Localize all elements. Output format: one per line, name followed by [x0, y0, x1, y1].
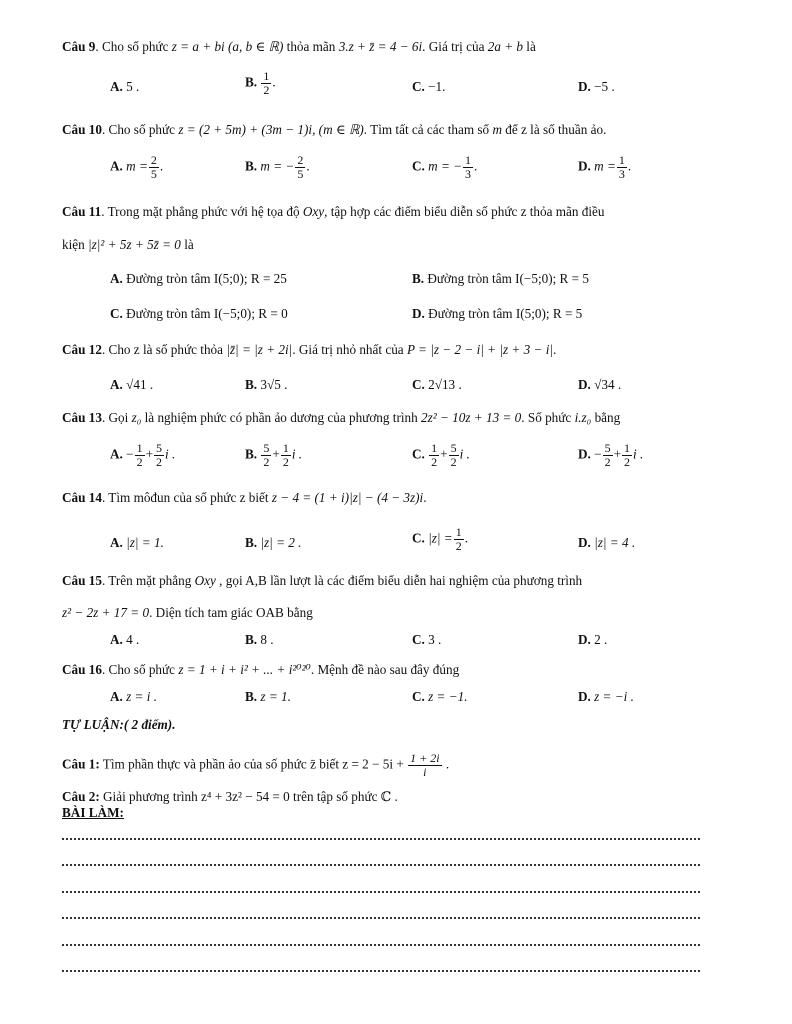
question-label: Câu 12 — [62, 342, 102, 357]
fraction — [454, 526, 464, 553]
option-label: A. — [110, 689, 123, 704]
option-label: A. — [110, 158, 123, 174]
option-label: D. — [578, 158, 591, 174]
option-text: i . — [459, 446, 470, 462]
option-text: . — [474, 158, 478, 174]
question-text: thỏa mãn — [283, 39, 339, 54]
question-text: Tìm phần thực và phần ảo của số phức z̄ biết z = 2 − 5i + — [99, 756, 408, 772]
option-label: B. — [245, 446, 258, 462]
question-10 — [62, 121, 606, 139]
option-text: . — [159, 158, 164, 174]
option-a — [110, 376, 153, 394]
option-text: i . — [165, 446, 176, 462]
option-a — [110, 534, 164, 552]
option-text: 8 . — [260, 632, 274, 647]
numerator: 5 — [450, 441, 457, 455]
option-c — [412, 526, 468, 553]
math-expr: 3.z + z̄ = 4 − 6i — [338, 39, 423, 54]
option-label: B. — [245, 158, 258, 174]
option-label: C. — [412, 158, 425, 174]
question-text: . Trong mặt phẳng phức với hệ tọa độ — [101, 204, 303, 219]
option-a — [110, 442, 175, 469]
question-16 — [62, 661, 459, 679]
options-9 — [0, 69, 792, 106]
option-c — [412, 154, 477, 181]
option-text: |z| = — [428, 530, 453, 546]
question-label: Câu 16 — [62, 662, 102, 677]
fraction — [622, 442, 632, 469]
numerator: 5 — [604, 441, 611, 455]
question-text: . Số phức — [521, 410, 575, 425]
option-label: B. — [412, 271, 425, 286]
sign: − — [126, 446, 134, 462]
option-text: m = − — [260, 158, 295, 174]
option-d — [578, 631, 607, 649]
option-label: D. — [578, 535, 591, 550]
option-label: C. — [412, 530, 425, 546]
fraction — [408, 752, 441, 779]
options-11-row1 — [0, 270, 792, 298]
math-expr: |z|² + 5z + 5z̄ = 0 — [88, 237, 181, 252]
question-label: Câu 11 — [62, 204, 102, 219]
option-label: B. — [245, 74, 258, 90]
option-a — [110, 270, 287, 288]
option-text: 2 . — [594, 632, 608, 647]
question-text: . Giá trị nhỏ nhất của — [292, 342, 407, 357]
options-14 — [0, 525, 792, 562]
question-text: , tập hợp các điểm biểu diễn số phức z thỏa mãn điều — [324, 204, 605, 219]
option-b — [245, 154, 310, 181]
numerator: 1 — [624, 441, 630, 455]
question-text: . Mệnh đề nào sau đây đúng — [310, 662, 460, 677]
option-label: D. — [412, 306, 425, 321]
question-11 — [62, 203, 604, 221]
question-12 — [62, 341, 556, 359]
option-b — [245, 376, 287, 394]
denominator: 2 — [263, 455, 270, 469]
numerator: 1 — [455, 525, 462, 539]
option-text: Đường tròn tâm I(−5;0); R = 0 — [126, 306, 288, 321]
numerator: 1 — [618, 153, 625, 167]
question-label: Câu 10 — [62, 122, 102, 137]
option-b — [245, 534, 301, 552]
numerator: 1 + 2i — [410, 751, 440, 765]
option-label: A. — [110, 535, 123, 550]
denominator: 2 — [431, 455, 438, 469]
question-text: . Tìm tất cả các tham số — [363, 122, 493, 137]
option-text: 2√13 . — [428, 377, 462, 392]
option-text: 5 . — [126, 79, 140, 94]
option-text: z = i . — [126, 689, 158, 704]
option-label: A. — [110, 446, 123, 462]
option-text: √34 . — [594, 377, 622, 392]
option-d — [578, 376, 621, 394]
numerator: 2 — [297, 153, 304, 167]
numerator: 1 — [136, 441, 143, 455]
question-label: Câu 1: — [62, 756, 100, 772]
question-text: . — [423, 490, 427, 505]
answer-line — [62, 942, 700, 946]
fraction — [261, 70, 271, 97]
option-text: z = −i . — [594, 689, 634, 704]
option-d — [578, 78, 615, 96]
option-text: |z| = 4 . — [594, 535, 636, 550]
options-10 — [0, 153, 792, 190]
option-text: 4 . — [126, 632, 140, 647]
essay-question-1 — [62, 752, 449, 779]
option-text: . — [306, 158, 310, 174]
option-d — [578, 688, 634, 706]
option-label: A. — [110, 79, 123, 94]
fraction — [135, 442, 145, 469]
options-13 — [0, 441, 792, 478]
denominator: 5 — [150, 167, 157, 181]
option-text: z = 1. — [260, 689, 291, 704]
option-text: Đường tròn tâm I(5;0); R = 25 — [126, 271, 287, 286]
question-text: Giải phương trình z⁴ + 3z² − 54 = 0 trên tập số phức ℂ . — [99, 789, 398, 804]
denominator: 2 — [624, 455, 630, 469]
denominator: 5 — [297, 167, 304, 181]
option-label: D. — [578, 79, 591, 94]
option-b — [412, 270, 589, 288]
options-15 — [0, 631, 792, 659]
option-label: C. — [110, 306, 123, 321]
option-label: D. — [578, 377, 591, 392]
question-text: . Trên mặt phẳng — [101, 573, 195, 588]
option-text: 3√5 . — [260, 377, 288, 392]
operator: + — [272, 446, 280, 462]
option-label: C. — [412, 632, 425, 647]
option-label: C. — [412, 377, 425, 392]
math-expr: Oxy — [302, 204, 325, 219]
denominator: 2 — [263, 83, 270, 97]
fraction — [449, 442, 459, 469]
option-a — [110, 631, 139, 649]
option-label: D. — [578, 689, 591, 704]
options-11-row2 — [0, 305, 792, 333]
option-text: . — [272, 74, 276, 90]
answer-line — [62, 862, 700, 866]
option-d — [578, 442, 643, 469]
option-label: C. — [412, 446, 425, 462]
option-text: −1. — [428, 79, 446, 94]
math-expr: i.z₀ — [574, 410, 592, 425]
question-text: bằng — [591, 410, 621, 425]
question-text: . — [553, 342, 557, 357]
question-text: . Diện tích tam giác OAB bằng — [149, 605, 313, 620]
option-label: B. — [245, 632, 258, 647]
denominator: i — [423, 765, 427, 779]
question-text: . Cho số phức — [101, 122, 179, 137]
math-expr: 2a + b — [487, 39, 523, 54]
numerator: 1 — [263, 69, 270, 83]
numerator: 2 — [150, 153, 157, 167]
option-label: B. — [245, 377, 258, 392]
question-text: . Giá trị của — [422, 39, 488, 54]
answer-line — [62, 968, 700, 972]
question-label: Câu 15 — [62, 573, 102, 588]
question-13 — [62, 409, 620, 427]
option-text: . — [627, 158, 632, 174]
numerator: 5 — [156, 441, 162, 455]
option-label: B. — [245, 689, 258, 704]
question-text: là — [523, 39, 536, 54]
option-label: A. — [110, 377, 123, 392]
math-expr: |z̄| = |z + 2i| — [226, 342, 293, 357]
math-expr: z² − 2z + 17 = 0 — [62, 605, 150, 620]
option-text: m = − — [428, 158, 463, 174]
operator: + — [613, 446, 621, 462]
option-label: A. — [110, 632, 123, 647]
math-expr: z = a + bi (a, b ∈ ℝ) — [171, 39, 284, 54]
option-b — [245, 70, 276, 97]
answer-heading: BÀI LÀM: — [62, 805, 124, 820]
option-text: √41 . — [126, 377, 154, 392]
question-text: . Cho z là số phức thỏa — [101, 342, 227, 357]
question-text: . Gọi — [101, 410, 132, 425]
math-expr: z = (2 + 5m) + (3m − 1)i, (m ∈ ℝ) — [178, 122, 364, 137]
option-text: |z| = 1. — [126, 535, 164, 550]
question-9 — [62, 38, 536, 56]
option-a — [110, 688, 157, 706]
fraction — [154, 442, 164, 469]
option-text: i . — [633, 446, 644, 462]
math-expr: 2z² − 10z + 13 = 0 — [421, 410, 522, 425]
answer-line — [62, 836, 700, 840]
question-text: là nghiệm phức có phần ảo dương của phương trình — [141, 410, 421, 425]
denominator: 3 — [465, 167, 472, 181]
question-text: kiện — [62, 237, 89, 252]
denominator: 2 — [282, 455, 289, 469]
option-text: . — [464, 530, 469, 546]
question-label: Câu 14 — [62, 490, 102, 505]
operator: + — [145, 446, 153, 462]
option-d — [578, 534, 635, 552]
numerator: 1 — [431, 441, 438, 455]
option-text: i . — [291, 446, 303, 462]
option-c — [412, 78, 445, 96]
option-label: D. — [578, 632, 591, 647]
denominator: 2 — [455, 539, 462, 553]
fraction — [603, 442, 613, 469]
option-d — [412, 305, 582, 323]
option-text: m = — [126, 158, 148, 174]
denominator: 2 — [136, 455, 143, 469]
question-15 — [62, 572, 582, 590]
fraction — [463, 154, 473, 181]
option-text: Đường tròn tâm I(−5;0); R = 5 — [427, 271, 589, 286]
denominator: 2 — [604, 455, 611, 469]
question-label: Câu 13 — [62, 410, 102, 425]
options-16 — [0, 688, 792, 716]
question-15-line2 — [62, 604, 313, 622]
sign: − — [594, 446, 602, 462]
fraction — [149, 154, 159, 181]
option-label: A. — [110, 271, 123, 286]
option-label: C. — [412, 689, 425, 704]
option-label: B. — [245, 535, 258, 550]
numerator: 1 — [282, 441, 289, 455]
question-text: là — [180, 237, 194, 252]
option-b — [245, 688, 291, 706]
numerator: 5 — [263, 441, 270, 455]
fraction — [281, 442, 291, 469]
question-label: Câu 2: — [62, 789, 100, 804]
fraction — [295, 154, 305, 181]
essay-title: TỰ LUẬN:( 2 điểm). — [62, 717, 176, 732]
options-12 — [0, 376, 792, 404]
denominator: 3 — [618, 167, 625, 181]
option-c — [412, 376, 462, 394]
denominator: 2 — [156, 455, 162, 469]
question-text: . — [442, 756, 450, 772]
question-label: Câu 9 — [62, 39, 96, 54]
option-d — [578, 154, 631, 181]
option-text: Đường tròn tâm I(5;0); R = 5 — [428, 306, 583, 321]
answer-line — [62, 889, 700, 893]
math-expr: m — [492, 122, 502, 137]
option-text: z = −1. — [428, 689, 468, 704]
option-c — [412, 688, 468, 706]
math-expr: Oxy — [194, 573, 216, 588]
option-c — [110, 305, 288, 323]
option-label: C. — [412, 79, 425, 94]
question-text: , gọi A,B lần lượt là các điểm biểu diễn hai nghiệm của phương trình — [215, 573, 583, 588]
option-a — [110, 154, 163, 181]
option-c — [412, 631, 441, 649]
option-text: 3 . — [428, 632, 442, 647]
denominator: 2 — [450, 455, 457, 469]
option-text: |z| = 2 . — [260, 535, 302, 550]
option-c — [412, 442, 470, 469]
question-14 — [62, 489, 427, 507]
question-text: . Cho số phức — [101, 662, 179, 677]
question-11-line2 — [62, 236, 194, 254]
option-label: D. — [578, 446, 591, 462]
question-text: để z là số thuần ảo. — [501, 122, 607, 137]
math-expr: z = 1 + i + i² + ... + i²⁰²⁰ — [178, 662, 311, 677]
math-expr: z − 4 = (1 + i)|z| − (4 − 3z)i — [271, 490, 424, 505]
math-expr: z₀ — [131, 410, 142, 425]
question-text: . Cho số phức — [95, 39, 172, 54]
question-text: . Tìm môđun của số phức z biết — [101, 490, 272, 505]
math-expr: P = |z − 2 − i| + |z + 3 − i| — [406, 342, 553, 357]
fraction — [261, 442, 271, 469]
option-a — [110, 78, 139, 96]
operator: + — [440, 446, 448, 462]
fraction — [617, 154, 627, 181]
fraction — [429, 442, 439, 469]
option-text: m = — [594, 158, 616, 174]
option-b — [245, 631, 274, 649]
option-b — [245, 442, 302, 469]
answer-line — [62, 915, 700, 919]
numerator: 1 — [465, 153, 472, 167]
option-text: −5 . — [594, 79, 615, 94]
